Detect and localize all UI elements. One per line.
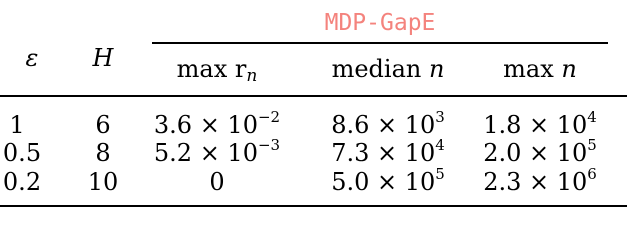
row3-max-n: $2.3 \times 10^6$ bbox=[483, 165, 597, 196]
header-max-n-text: max bbox=[503, 55, 554, 83]
row2-max-rn: $5.2 \times 10^{-3}$ bbox=[153, 136, 281, 167]
header-median-n-text: median bbox=[331, 55, 422, 83]
row2-max-n: $2.0 \times 10^5$ bbox=[483, 136, 597, 167]
row3-max-rn: 0 bbox=[209, 168, 225, 196]
row1-epsilon: 1 bbox=[9, 111, 25, 139]
row1-median-n: $8.6 \times 10^3$ bbox=[331, 108, 445, 139]
row3-H: 10 bbox=[87, 168, 119, 196]
header-max-n-var: n bbox=[561, 55, 577, 83]
row2-median-n: $7.3 \times 10^4$ bbox=[331, 136, 445, 167]
header-epsilon: ε bbox=[25, 44, 39, 72]
mid-rule bbox=[0, 95, 627, 97]
row3-median-n: $5.0 \times 10^5$ bbox=[331, 165, 445, 196]
header-median-n-var: n bbox=[428, 55, 445, 83]
row1-H: 6 bbox=[95, 111, 111, 139]
header-H: H bbox=[92, 44, 114, 72]
row2-epsilon: 0.5 bbox=[2, 139, 42, 167]
bottom-rule bbox=[0, 205, 627, 207]
header-max-rn-text: max r bbox=[176, 55, 247, 83]
header-max-n bbox=[503, 57, 577, 81]
row1-max-rn: $3.6 \times 10^{-2}$ bbox=[153, 108, 281, 139]
header-median-n bbox=[332, 57, 445, 81]
header-max-rn bbox=[176, 55, 258, 86]
row1-max-n: $1.8 \times 10^4$ bbox=[483, 108, 597, 139]
group-header-mdp-gape: MDP-GapE bbox=[324, 10, 436, 36]
header-max-rn-sub: n bbox=[246, 66, 258, 86]
row3-epsilon: 0.2 bbox=[2, 168, 42, 196]
row2-H: 8 bbox=[95, 139, 111, 167]
group-header-rule bbox=[152, 42, 608, 44]
